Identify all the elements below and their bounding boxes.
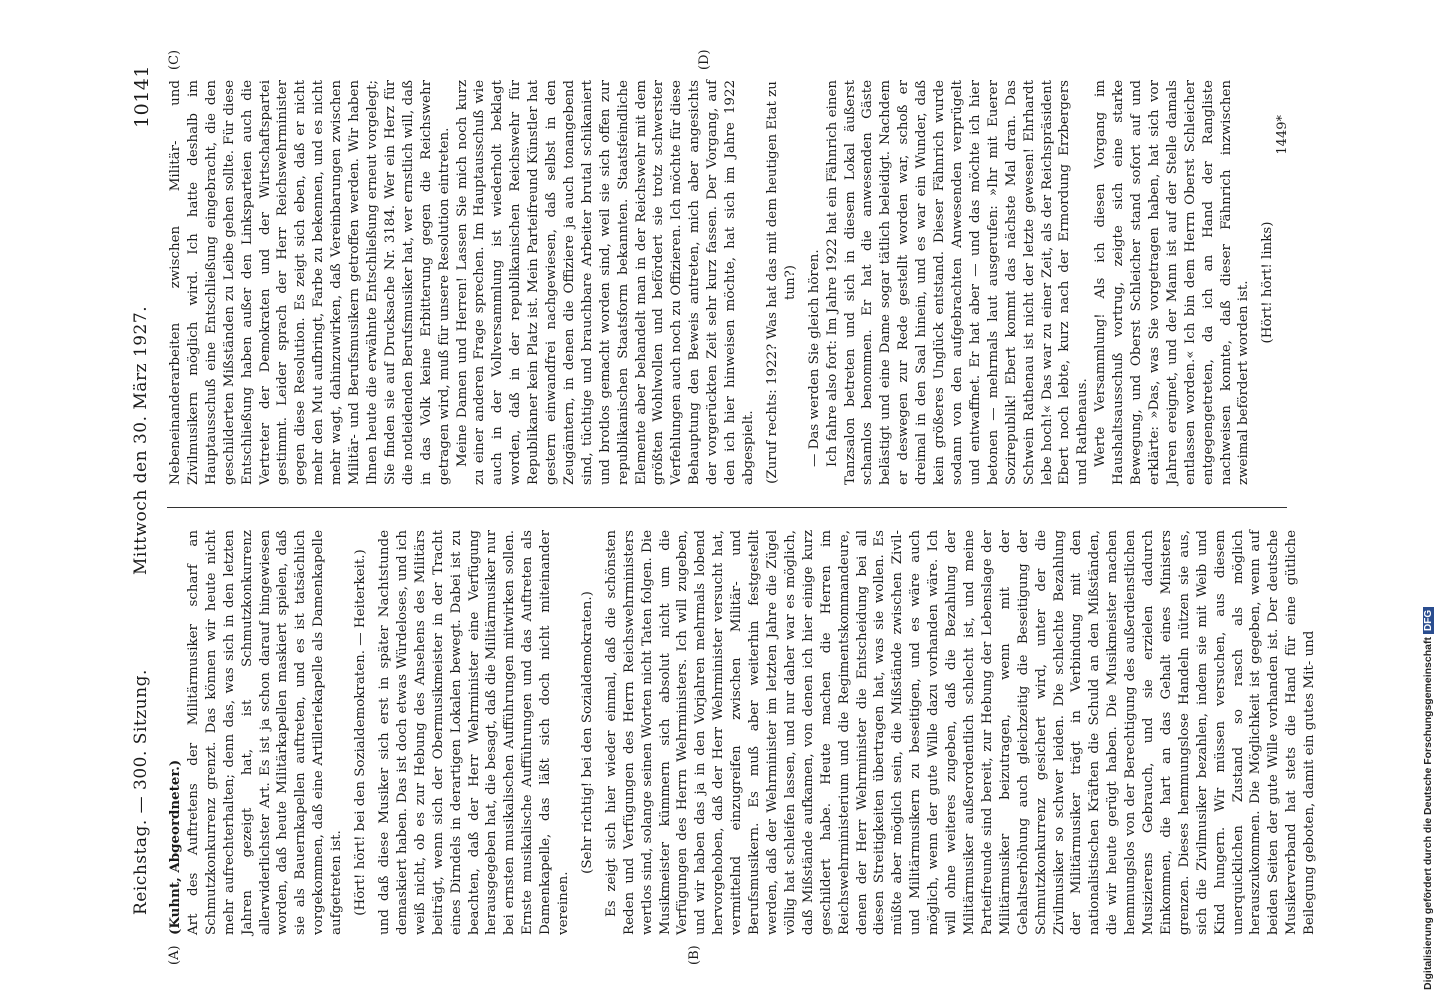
paragraph: Art des Auftretens der Militärmusiker scharf an Schmutzkonkurrenz grenzt. Das können wir heute nicht mehr aufrechterhalten; denn das, was sich in den letzten Jahren gezeigt hat, ist Schmutzkonkurrenz allerwiderlichster Art. Es ist ja schon darauf hingewiesen worden, daß heute Militärkapellen maskiert spielen, daß sie als Bauernkapellen auftreten, und es ist tatsächlich vorgekommen, daß eine Artilleriekapelle als Damenkapelle aufgetreten ist.: [185, 530, 345, 935]
paragraph: — Das werden Sie gleich hören.: [806, 249, 822, 467]
interjection: (Sehr richtig! bei den Sozialdemokraten.): [579, 591, 595, 874]
margin-marker-b: (B): [687, 945, 702, 965]
interjection: (Hört! hört! links): [1260, 221, 1276, 344]
paragraph: Es zeigt sich hier wieder einmal, daß die schönsten Reden und Verfügungen des Herrn Reichswehrministers wertlos sind, solange seinen Worten nicht Taten folgen. Die Musikmeister kümmern sich absolut nicht um die Verfügungen des Herrn Wehrministers. Ich will zugeben, und wir haben das ja in den Vorjahren mehrmals lobend hervorgehoben, daß der Herr Wehrminister versucht hat, vermittelnd einzugreifen zwischen Militär- und Berufsmusikern. Es muß aber weiterhin festgestellt werden, daß der Wehrminister im letzten Jahre die Zügel völlig hat schleifen lassen, und nur daher war es möglich, daß Mißstände aufkamen, von denen ich hier einige kurz geschildert habe. Heute machen die Herren im Reichswehrministerium und die Regimentskommandeure, denen der Herr Wehrminister die Entscheidung bei all diesen Streitigkeiten übertragen hat, was sie wollen. Es müßte aber möglich sein, die Mißstände zwischen Zivil- und Militärmusikern zu beseitigen, und es wäre auch möglich, wenn der gute Wille dazu vorhanden wäre. Ich will ohne weiteres zugeben, daß die Bezahlung der Militärmusiker außerordentlich schlecht ist, und meine Parteifreunde sind bereit, zur Hebung der Lebenslage der Militärmusiker beizutragen, wenn mit der Gehaltserhöhung auch gleichzeitig die Beseitigung der Schmutzkonkurrenz gesichert wird, unter der die Zivilmusiker so schwer leiden. Die schlechte Bezahlung der Militärmusiker trägt in Verbindung mit den nationalistischen Kräften die Schuld an den Mißständen, die wir heute gerügt haben. Die Musikmeister machen hemmungslos von der Berechtigung des außerdienstlichen Musizierens Gebrauch, und sie erzielen dadurch Einkommen, die hart an das Gehalt eines Ministers grenzen. Dieses hemmungslose Handeln nützen sie aus, sich die Zivilmusiker bezahlen, indem sie mit Weib und Kind hungern. Wir müssen versuchen, aus diesem unerquicklichen Zustand so rasch als möglich herauszukommen. Die Möglichkeit ist gegeben, wenn auf beiden Seiten der gute Wille vorhanden ist. Der deutsche Musikerverband hat stets die Hand für eine gütliche Beilegung geboten, damit ein gutes Mit- und: [603, 530, 1318, 935]
column-divider: [167, 507, 1287, 508]
speaker-line: (Kuhnt, Abgeordneter.): [167, 759, 183, 935]
header-session: Reichstag. — 300. Sitzung.: [131, 669, 151, 915]
header-page-number: 10141: [131, 65, 153, 128]
left-column: [167, 530, 1318, 935]
funding-note: [1422, 607, 1434, 990]
paragraph: Ich fahre also fort: Im Jahre 1922 hat ein Fähnrich einen Tanzsalon betreten und sich in diesem Lokal äußerst schamlos benommen. Er hat die anwesenden Gäste belästigt und eine Dame sogar tätlich beleidigt. Nachdem er deswegen zur Rede gestellt worden war, schoß er dreimal in den Saal hinein, und es war ein Wunder, daß kein größeres Unglück entstand. Dieser Fähnrich wurde sodann von den aufgebrachten Anwesenden verprügelt und entwaffnet. Er hat aber — und das möchte ich hier betonen — mehrmals laut ausgerufen: »Ihr mit Euerer Sozirepublik! Ebert kommt das nächste Mal dran. Das Schwein Rathenau ist nicht der letzte gewesen! Ehrhardt lebe hoch!« Das war zu einer Zeit, als der Reichspräsident Ebert noch lebte, kurz nach der Ermordung Erzbergers und Rathenaus.: [824, 80, 1091, 485]
right-column: [167, 80, 1287, 485]
interjection: (Zuruf rechts: 1922? Was hat das mit dem heutigen Etat zu tun?): [764, 81, 798, 484]
margin-marker-a: (A): [167, 945, 182, 965]
paragraph: Meine Damen und Herren! Lassen Sie mich noch kurz zu einer anderen Frage sprechen. Im Hauptausschuß wie auch in der Vollversammlung ist wiederholt beklagt worden, daß in der republikanischen Reichswehr für Republikaner kein Platz ist. Mein Parteifreund Künstler hat gestern einwandfrei nachgewiesen, daß selbst in den Zeugämtern, in denen die Offiziere ja auch tonangebend sind, tüchtige und brauchbare Arbeiter brutal schikaniert und brotlos gemacht worden sind, weil sie sich offen zur republikanischen Staatsform bekannten. Staatsfeindliche Elemente aber behandelt man in der Reichswehr mit dem größten Wohlwollen und befördert sie trotz schwerster Verfehlungen auch noch zu Offizieren. Ich möchte für diese Behauptung den Beweis antreten, mich aber angesichts der vorgerückten Zeit sehr kurz fassen. Der Vorgang, auf den ich hier hinweisen möchte, hat sich im Jahre 1922 abgespielt.: [454, 80, 756, 485]
header-date: Mittwoch den 30. März 1927.: [131, 305, 151, 575]
margin-marker-c: (C): [167, 49, 182, 70]
paragraph: Werte Versammlung! Als ich diesen Vorgang im Haushaltsausschuß vortrug, zeigte sich eine starke Bewegung, und Oberst Schleicher stand sofort auf und erklärte: »Das, was Sie vorgetragen haben, hat sich vor Jahren ereignet, und der Mann ist auf der Stelle damals entlassen worden.« Ich bin dem Herrn Oberst Schleicher entgegengetreten, da ich an Hand der Rangliste nachweisen konnte, daß dieser Fähnrich inzwischen zweimal befördert worden ist.: [1093, 80, 1252, 485]
dfg-logo: DFG: [1423, 607, 1434, 634]
page-header: [127, 55, 163, 935]
interjection: (Hört! hört! bei den Sozialdemokraten. — Heiterkeit.): [353, 549, 369, 916]
margin-marker-d: (D): [697, 49, 712, 70]
rotated-page-content: [127, 49, 1318, 965]
funding-text: Digitalisierung gefördert durch die Deutsche Forschungsgemeinschaft: [1422, 637, 1434, 990]
footer-number: 1449*: [1275, 115, 1290, 155]
paragraph: und daß diese Musiker sich erst in später Nachtstunde demaskiert haben. Das ist doch etwas Würdeloses, und ich weiß nicht, ob es zur Hebung des Ansehens des Militärs beiträgt, wenn sich der Obermusikmeister in der Tracht eines Dirndels in derartigen Lokalen bewegt. Dabei ist zu beachten, daß der Herr Wehrminister eine Verfügung herausgegeben hat, die besagt, daß die Militärmusiker nur bei ernsten musikalischen Aufführungen mitwirken sollen. Ernste musikalische Aufführungen und das Auftreten als Damenkapelle, das läßt sich doch nicht miteinander vereinen.: [376, 530, 572, 935]
paragraph: Nebeneinanderarbeiten zwischen Militär- und Zivilmusikern möglich wird. Ich hatte deshalb im Hauptausschuß eine Entschließung eingebracht, die den geschilderten Mißständen zu Leibe gehen sollte. Für diese Entschließung haben außer den Linksparteien auch die Vertreter der Demokraten und der Wirtschaftspartei gestimmt. Leider sprach der Herr Reichswehrminister gegen diese Resolution. Es zeigt sich eben, daß er nicht mehr den Mut aufbringt, Farbe zu bekennen, und es nicht mehr wagt, dahinzuwirken, daß Vereinbarungen zwischen Militär- und Berufsmusikern getroffen werden. Wir haben Ihnen heute die erwähnte Entschließung erneut vorgelegt; Sie finden sie auf Drucksache Nr. 3184. Wer ein Herz für die notleidenden Berufsmusiker hat, wer ernstlich will, daß in das Volk keine Erbitterung gegen die Reichswehr getragen wird, muß für unsere Resolution eintreten.: [168, 80, 452, 485]
